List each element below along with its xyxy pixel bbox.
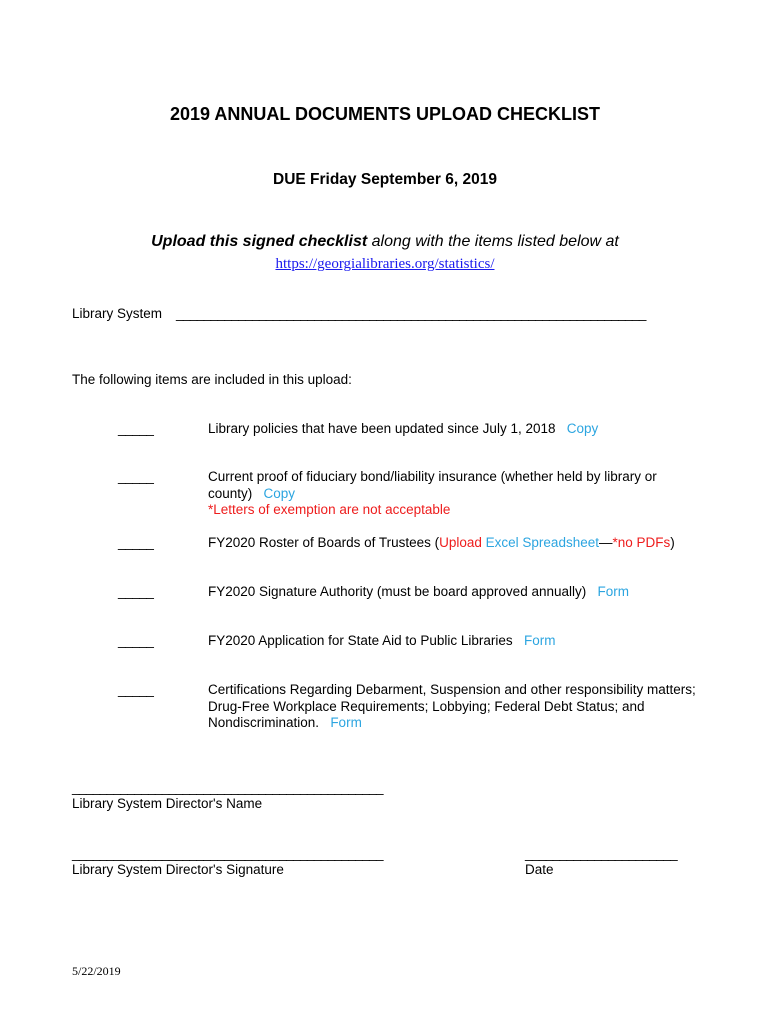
item-3-note: *no PDFs [612, 535, 671, 550]
item-6-text: Certifications Regarding Debarment, Suspension and other responsibility matters; Drug-Free Workplace Requirements; Lobbying; Federal Debt Status; and Nondiscrimination. [208, 682, 696, 730]
item-3 [208, 535, 728, 552]
item-1-text: Library policies that have been updated since July 1, 2018 [208, 421, 556, 436]
item-1-checkbox-line[interactable]: _____ [118, 421, 154, 436]
footer-date: 5/22/2019 [72, 964, 121, 978]
date-label: Date [525, 862, 554, 877]
item-5-checkbox-line[interactable]: _____ [118, 633, 154, 648]
items-intro: The following items are included in this upload: [72, 372, 352, 387]
item-3-upload-word: Upload [439, 535, 482, 550]
director-name-field[interactable]: _____________________________________________ [72, 780, 383, 795]
item-1-copy-link[interactable]: Copy [566, 421, 599, 436]
item-4-form-link[interactable]: Form [597, 584, 629, 599]
item-4-text: FY2020 Signature Authority (must be board approved annually) [208, 584, 587, 599]
item-2-checkbox-line[interactable]: _____ [118, 469, 154, 484]
item-3-close: ) [670, 535, 675, 550]
item-1 [208, 421, 708, 438]
item-6-checkbox-line[interactable]: _____ [118, 682, 154, 697]
item-5-form-link[interactable]: Form [523, 633, 556, 648]
item-2-copy-link[interactable]: Copy [263, 485, 296, 501]
library-system-label: Library System [72, 306, 163, 321]
item-3-text: FY2020 Roster of Boards of Trustees ( [208, 535, 440, 550]
statistics-url-link[interactable]: https://georgialibraries.org/statistics/ [275, 256, 495, 272]
upload-instruction-bold: Upload this signed checklist [151, 233, 368, 250]
upload-instruction [0, 233, 770, 251]
item-3-checkbox-line[interactable]: _____ [118, 535, 154, 550]
item-2-note: *Letters of exemption are not acceptable [208, 502, 451, 517]
upload-instruction-rest: along with the items listed below at [367, 233, 619, 250]
item-5-text: FY2020 Application for State Aid to Public Libraries [208, 633, 513, 648]
item-5 [208, 633, 708, 650]
item-2-text: Current proof of fiduciary bond/liability insurance (whether held by library or county) [208, 469, 657, 501]
director-signature-field[interactable]: _____________________________________________ [72, 846, 383, 861]
library-system-field[interactable]: ____________________________________________________________________ [176, 306, 646, 321]
page-title: 2019 ANNUAL DOCUMENTS UPLOAD CHECKLIST [169, 104, 601, 124]
item-6 [208, 682, 698, 732]
due-date: DUE Friday September 6, 2019 [273, 171, 497, 188]
item-6-form-link[interactable]: Form [330, 715, 362, 730]
director-name-label: Library System Director's Name [72, 796, 263, 811]
date-field[interactable]: ______________________ [525, 846, 677, 861]
item-3-spreadsheet-link[interactable]: Excel Spreadsheet [485, 535, 599, 550]
item-4-checkbox-line[interactable]: _____ [118, 584, 154, 599]
item-4 [208, 584, 708, 601]
item-3-dash: — [598, 535, 613, 550]
director-signature-label: Library System Director's Signature [72, 862, 284, 877]
item-2 [208, 469, 708, 519]
